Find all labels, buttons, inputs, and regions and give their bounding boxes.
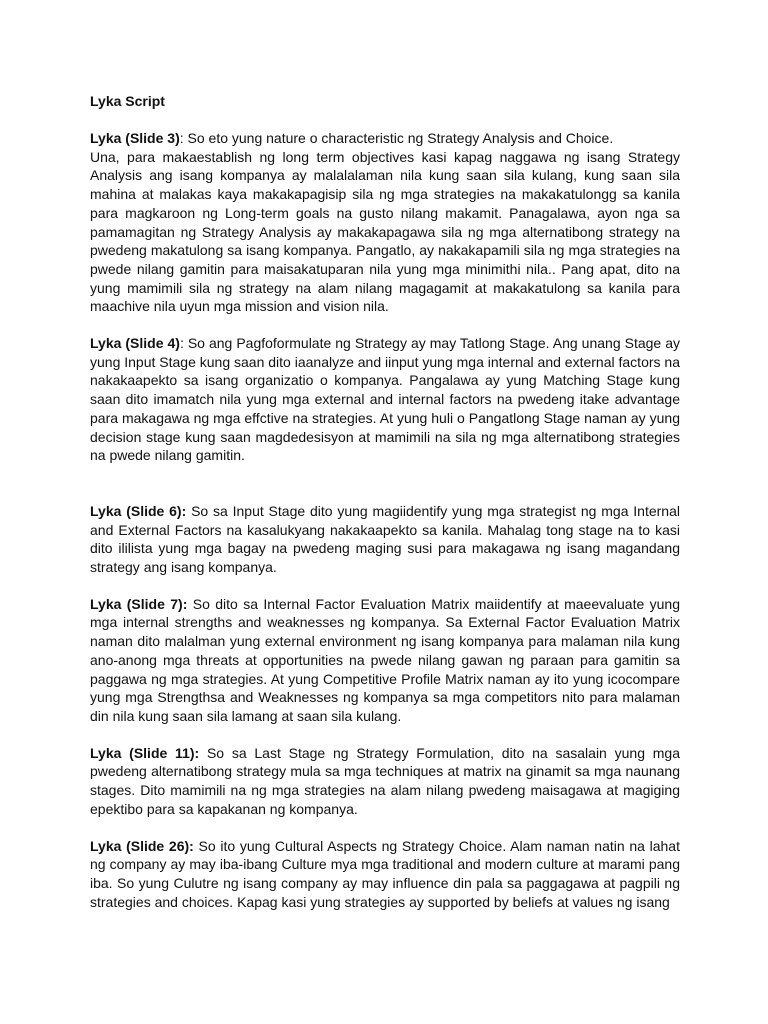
speaker-label: Lyka (Slide 11):: [90, 744, 200, 761]
paragraph-slide-26: [90, 837, 680, 912]
paragraph-slide-3: [90, 129, 680, 316]
paragraph-slide-6: [90, 502, 680, 577]
speaker-label: Lyka (Slide 4): [90, 335, 180, 352]
paragraph-text: So ito yung Cultural Aspects ng Strategy Choice. Alam naman natin na lahat ng company ay may iba-ibang Culture mya mga traditional and modern culture at marami pang iba. So yung Culutre ng isang company ay may influence din pala sa paggagawa at pagpili ng strategies and choices. Kapag kasi yung strategies ay supported by beliefs at values ng isang: [90, 837, 680, 910]
paragraph-text: So sa Input Stage dito yung magiidentify yung mga strategist ng mga Internal and External Factors na kasalukyang nakakaapekto sa kanila. Mahalag tong stage na to kasi dito ililista yung mga bagay na pwedeng maging susi para makagawa ng isang magandang strategy ang isang kompanya.: [90, 502, 680, 576]
paragraph-slide-11: [90, 744, 680, 819]
document-title: Lyka Script: [90, 93, 165, 109]
paragraph-text: : So ang Pagfoformulate ng Strategy ay may Tatlong Stage. Ang unang Stage ay yung Input Stage kung saan dito iaanalyze and iinput yung mga internal and external factors na nakakaapekto sa isang organizatio o kompanya. Pangalawa ay yung Matching Stage kung saan dito imamatch nila yung mga external and internal factors na pwedeng itake advantage para makagawa ng mga effctive na strategies. At yung huli o Pangatlong Stage naman ay yung decision stage kung saan magdedesisyon at mamimili na sila ng mga alternatibong strategies na pwede nilang gamitin.: [90, 335, 680, 464]
paragraph-slide-7: [90, 595, 680, 726]
paragraph-text: So sa Last Stage ng Strategy Formulation, dito na sasalain yung mga pwedeng alternatibong strategy mula sa mga techniques at matrix na ginamit sa mga naunang stages. Dito mamimili na ng mga strategies na alam nilang pwedeng maisagawa at magiging epektibo para sa kapakanan ng kompanya.: [90, 744, 680, 817]
paragraph-text: So dito sa Internal Factor Evaluation Matrix maiidentify at maeevaluate yung mga internal strengths and weaknesses ng kompanya. Sa External Factor Evaluation Matrix naman dito malalman yung external environment ng isang kompanya para malaman nila kung ano-anong mga threats at opportunities na pwede nilang gawan ng paraan para gamitin sa paggawa ng mga strategies. At yung Competitive Profile Matrix naman ay ito yung icocompare yung mga Strengthsa and Weaknesses ng kompanya sa mga competitors nito para malaman din nila kung saan sila lamang at saan sila kulang.: [90, 595, 680, 724]
speaker-label: Lyka (Slide 26):: [90, 837, 194, 854]
speaker-label: Lyka (Slide 3): [90, 130, 180, 146]
paragraph-slide-4: [90, 334, 680, 465]
speaker-label: Lyka (Slide 7):: [90, 595, 188, 612]
paragraph-text: : So eto yung nature o characteristic ng Strategy Analysis and Choice. Una, para makaestablish ng long term objectives kasi kapag naggawa ng isang Strategy Analysis ang isang kompanya ay malalalaman nila kung saan sila kulang, kung saan sila mahina at malakas kaya makakapagisip sila ng mga strategies na makakatulongg sa kanila para magkaroon ng Long-term goals na gusto nilang makamit. Panagalawa, ayon nga sa pamamagitan ng Strategy Analysis ay makakapagawa sila ng mga alternatibong strategy na pwedeng makatulong sa isang kompanya. Pangatlo, ay nakakapamili sila ng mga strategies na pwede nilang gamitin para maisakatuparan nila yung mga minimithi nila.. Pang apat, dito na yung mamimili sila ng strategy na alam nilang magagamit at makakatulong sa kanila para maachive nila uyun mga mission and vision nila.: [90, 130, 680, 315]
speaker-label: Lyka (Slide 6):: [90, 502, 187, 519]
